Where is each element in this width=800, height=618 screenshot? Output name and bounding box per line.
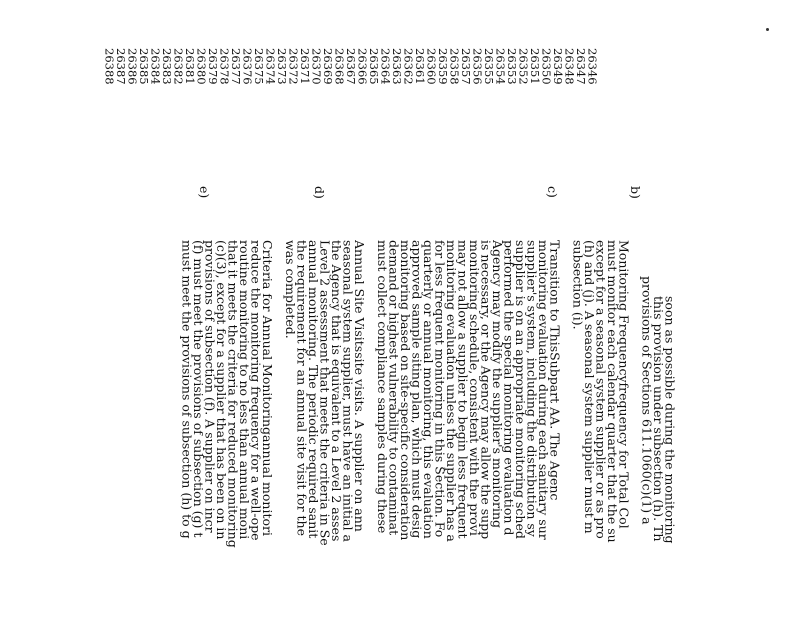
line-number: 26388 — [102, 48, 117, 85]
line-number: 26369 — [321, 48, 335, 85]
line-number: 26370 — [309, 48, 324, 85]
text-line: was completed. — [283, 240, 298, 339]
text-line: monitoring evaluation unless the supplier has a — [444, 240, 459, 542]
text-line: Agency may modify the supplier's monitoring — [490, 240, 505, 529]
item-label-d: d) — [312, 186, 327, 199]
line-number: 26377 — [229, 48, 243, 85]
text-line: provisions of Sections 611.1060(c)(1) a — [639, 276, 655, 525]
line-number: 26366 — [355, 48, 370, 85]
text-line: may not allow a supplier to begin less frequent — [455, 240, 471, 539]
line-number: 26349 — [551, 48, 565, 85]
line-number: 26363 — [390, 48, 404, 85]
line-number: 26373 — [275, 48, 289, 85]
text-line: except for a seasonal system supplier or as pro — [593, 240, 609, 539]
line-number: 26351 — [528, 48, 542, 85]
line-number-column — [103, 48, 598, 112]
line-number: 26348 — [562, 48, 577, 85]
text-line: Criteria for Annual Monitoringannual monitori — [260, 240, 275, 536]
line-number: 26354 — [493, 48, 508, 85]
text-line: the requirement for an annual site visit for the — [294, 240, 310, 536]
text-line: seasonal system supplier, must have an initial a — [340, 240, 356, 542]
text-line: quarterly or annual monitoring, this evaluation — [421, 240, 436, 539]
text-line: reduce the monitoring frequency for a well-ope — [248, 240, 264, 541]
text-line: is necessary, or the Agency may allow the supp — [478, 240, 494, 540]
text-line: annual monitoring. The periodic required sanit — [306, 240, 321, 539]
line-number: 26365 — [367, 48, 381, 85]
text-line: monitoring based on site-specific consideration — [398, 240, 413, 541]
item-label-e: e) — [197, 186, 212, 199]
line-number: 26361 — [413, 48, 427, 85]
line-number: 26353 — [505, 48, 519, 85]
line-number: 26381 — [183, 48, 197, 85]
line-number: 26360 — [424, 48, 439, 85]
text-line: soon as possible during the monitoring — [662, 296, 678, 544]
line-number: 26352 — [516, 48, 531, 85]
line-number: 26376 — [240, 48, 255, 85]
text-line: (f) must meet the provisions of subsection (g) t — [191, 240, 206, 538]
line-number: 26346 — [585, 48, 600, 85]
line-number: 26364 — [378, 48, 393, 85]
body-text — [100, 240, 682, 618]
line-number: 26375 — [252, 48, 266, 85]
text-line: monitoring evaluation during each sanitary sur — [536, 240, 551, 540]
line-number: 26384 — [148, 48, 163, 85]
text-line: monitoring schedule, consistent with the provi — [467, 240, 482, 536]
line-number: 26355 — [482, 48, 496, 85]
line-number: 26358 — [447, 48, 462, 85]
text-line: demand or highest vulnerability to contaminat — [386, 240, 402, 536]
line-number: 26387 — [114, 48, 128, 85]
text-line: provisions of subsection (f). A supplier on incr — [202, 240, 218, 533]
line-number: 26359 — [436, 48, 450, 85]
line-number: 26356 — [470, 48, 485, 85]
text-line: routine monitoring to no less than annual moni — [237, 240, 252, 540]
text-line: (h) and (j). A seasonal system supplier must m — [582, 240, 597, 534]
line-number: 26386 — [125, 48, 140, 85]
line-number: 26368 — [332, 48, 347, 85]
text-line: must collect compliance samples during these — [375, 240, 390, 534]
line-number: 26371 — [298, 48, 312, 85]
item-label-c: c) — [545, 186, 560, 198]
text-line: must monitor each calendar quarter that the su — [605, 240, 620, 543]
text-line: supplier's system, including the distribution sy — [524, 240, 540, 537]
text-line: this provision under subsection (h). Th — [651, 296, 666, 542]
text-line: performed the special monitoring evaluation d — [501, 240, 517, 536]
text-line: for less frequent monitoring in this Section. Fo — [432, 240, 448, 538]
line-number: 26379 — [206, 48, 220, 85]
line-number: 26362 — [401, 48, 416, 85]
text-line: approved sample siting plan, which must desig — [409, 240, 425, 539]
text-line: supplier is on an appropriate monitoring sched — [513, 240, 528, 539]
line-number: 26374 — [263, 48, 278, 85]
line-number: 26378 — [217, 48, 232, 85]
line-number: 26382 — [171, 48, 186, 85]
line-number: 26372 — [286, 48, 301, 85]
text-line: Monitoring Frequencyfrequency for Total Col — [616, 240, 632, 529]
text-line: must meet the provisions of subsection (h) to g — [179, 240, 195, 539]
item-label-b: b) — [628, 186, 643, 199]
line-number: 26347 — [574, 48, 588, 85]
line-number: 26383 — [160, 48, 174, 85]
line-number: 26367 — [344, 48, 358, 85]
text-line: Transition to ThisSubpart AA. The Agenc — [547, 240, 563, 501]
line-number: 26350 — [539, 48, 554, 85]
text-line: subsection (i). — [570, 240, 586, 330]
text-line: that it meets the criteria for reduced monitoring — [225, 240, 241, 548]
scan-artifact-dot — [766, 28, 769, 31]
text-line: (c)(3), except for a supplier that has been on in — [214, 240, 229, 540]
line-number: 26380 — [194, 48, 209, 85]
text-line: the Agency that is equivalent to a Level 2 asses — [329, 240, 344, 542]
line-number: 26385 — [137, 48, 151, 85]
text-line: Level 2 assessment that meets the criteria in Se — [317, 240, 333, 546]
text-line: Annual Site Visitssite visits. A supplier on ann — [352, 240, 367, 532]
line-number: 26357 — [459, 48, 473, 85]
